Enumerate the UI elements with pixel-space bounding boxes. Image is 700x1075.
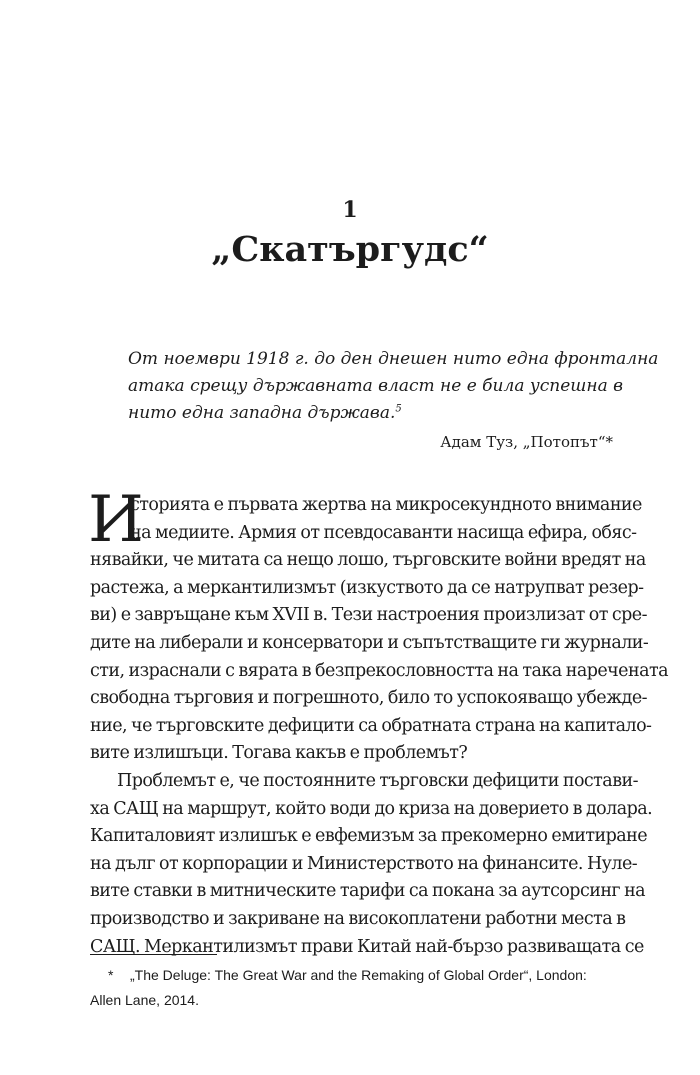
body-line: производство и закриване на високоплатени работни места в (90, 908, 626, 929)
body-line: вите ставки в митническите тарифи са покана за аутсорсинг на (90, 881, 646, 902)
body-line: на медиите. Армия от псевдосаванти насища ефира, обяс- (130, 522, 637, 543)
body-line: растежа, а меркантилизмът (изкуството да се натрупват резер- (90, 577, 644, 598)
epigraph-line-text: нито една западна държава. (128, 403, 396, 423)
footnote-mark: * (108, 967, 114, 983)
body-line: САЩ. Меркантилизмът прави Китай най-бързо развиващата се (90, 936, 644, 957)
endnote-reference: 5 (395, 403, 402, 415)
body-line: сти, израснали с вярата в безпрекословността на така наречената (90, 660, 668, 681)
epigraph (128, 346, 659, 455)
body-line: нявайки, че митата са нещо лошо, търговските войни вредят на (90, 550, 646, 571)
body-line: Проблемът е, че постоянните търговски дефицити постави- (117, 770, 638, 791)
drop-cap: И (88, 483, 144, 557)
footnote (90, 963, 613, 1013)
body-line: свободна търговия и погрешното, било то успокояващо убежде- (90, 688, 648, 709)
epigraph-line (128, 400, 613, 427)
epigraph-line: От ноември 1918 г. до ден днешен нито една фронтална (128, 349, 659, 369)
body-line: дите на либерали и консерватори и съпътстващите ги журнали- (90, 632, 649, 653)
body-line: ви) е завръщане към XVII в. Тези настроения произлизат от сре- (90, 605, 647, 626)
body-line: сторията е първата жертва на микросекундното внимание (130, 495, 642, 515)
epigraph-line: атака срещу държавната власт не е била успешна в (128, 376, 624, 396)
footnote-line: „The Deluge: The Great War and the Remaking of Global Order“, London: (130, 967, 587, 983)
footnote-line: Allen Lane, 2014. (90, 992, 199, 1008)
body-line: ние, че търговските дефицити са обратната страна на капитало- (90, 715, 652, 736)
chapter-number: 1 (342, 197, 358, 223)
body-line: ха САЩ на маршрут, който води до криза на доверието в долара. (90, 798, 653, 819)
body-text (88, 483, 668, 961)
body-line: вите излишъци. Тогава какъв е проблемът? (90, 743, 468, 764)
footnote-text (90, 963, 613, 1013)
footnote-rule (90, 954, 217, 955)
body-line: на дълг от корпорации и Министерството на финансите. Нуле- (90, 853, 638, 874)
epigraph-attribution: Адам Туз, „Потопът“* (440, 433, 613, 451)
chapter-title: „Скатъргудс“ (211, 229, 489, 270)
body-line: Капиталовият излишък е евфемизъм за прекомерно емитиране (90, 826, 648, 847)
